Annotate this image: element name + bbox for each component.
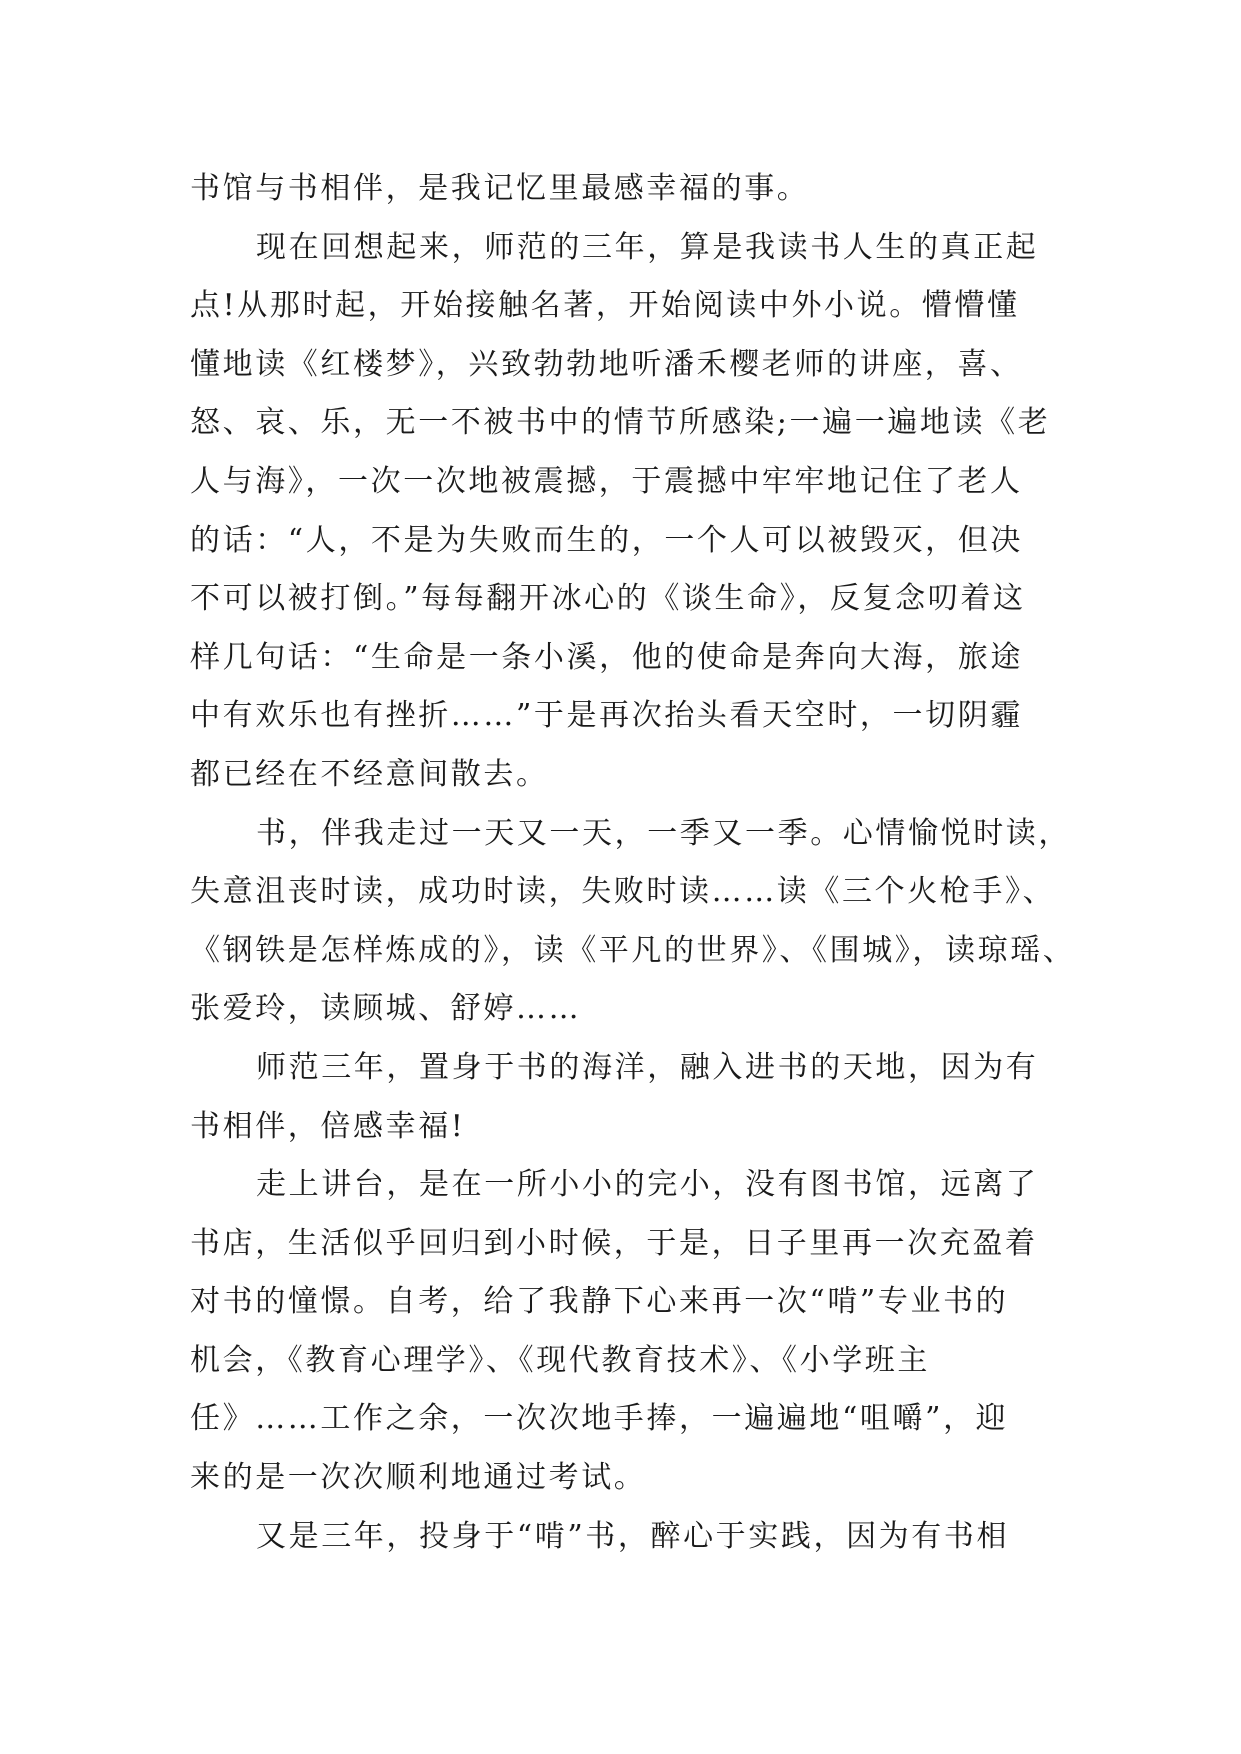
- text-line: 书相伴，倍感幸福!: [190, 1108, 466, 1144]
- text-line: 都已经在不经意间散去。: [190, 756, 549, 792]
- text-line: 《钢铁是怎样炼成的》，读《平凡的世界》、《围城》，读琼瑶、: [190, 932, 1076, 968]
- text-line: 点!从那时起，开始接触名著，开始阅读中外小说。懵懵懂: [190, 288, 1020, 324]
- text-line: 机会，《教育心理学》、《现代教育技术》、《小学班主: [190, 1342, 930, 1378]
- text-line: 书馆与书相伴，是我记忆里最感幸福的事。: [190, 171, 810, 206]
- text-line: 书店，生活似乎回归到小时候，于是，日子里再一次充盈着: [190, 1225, 1038, 1261]
- text-line: 任》……工作之余，一次次地手捧，一遍遍地“咀嚼”，迎: [190, 1401, 1009, 1437]
- text-line: 走上讲台，是在一所小小的完小，没有图书馆，远离了: [256, 1167, 1039, 1203]
- text-line: 懂地读《红楼梦》，兴致勃勃地听潘禾樱老师的讲座，喜、: [190, 346, 1023, 382]
- text-line: 人与海》，一次一次地被震撼，于震撼中牢牢地记住了老人: [190, 463, 1023, 499]
- text-line: 失意沮丧时读，成功时读，失败时读……读《三个火枪手》、: [190, 874, 1056, 910]
- text-line: 现在回想起来，师范的三年，算是我读书人生的真正起: [256, 229, 1039, 265]
- text-line: 书，伴我走过一天又一天，一季又一季。心情愉悦时读，: [256, 815, 1071, 851]
- document-body: [190, 160, 1090, 1566]
- text-line: 样几句话：“生命是一条小溪，他的使命是奔向大海，旅途: [190, 639, 1023, 675]
- text-line: 的话：“人，不是为失败而生的，一个人可以被毁灭，但决: [190, 522, 1023, 558]
- text-line: 中有欢乐也有挫折……”于是再次抬头看天空时，一切阴霾: [190, 698, 1023, 734]
- text-line: 来的是一次次顺利地通过考试。: [190, 1460, 647, 1496]
- text-line: 怒、哀、乐，无一不被书中的情节所感染;一遍一遍地读《老: [190, 405, 1051, 441]
- text-line: 不可以被打倒。”每每翻开冰心的《谈生命》，反复念叨着这: [190, 581, 1026, 617]
- text-line: 对书的憧憬。自考，给了我静下心来再一次“啃”专业书的: [190, 1284, 1009, 1320]
- text-line: 师范三年，置身于书的海洋，融入进书的天地，因为有: [256, 1049, 1039, 1085]
- text-line: 张爱玲，读顾城、舒婷……: [190, 991, 582, 1027]
- text-line: 又是三年，投身于“啃”书，醉心于实践，因为有书相: [256, 1518, 1010, 1554]
